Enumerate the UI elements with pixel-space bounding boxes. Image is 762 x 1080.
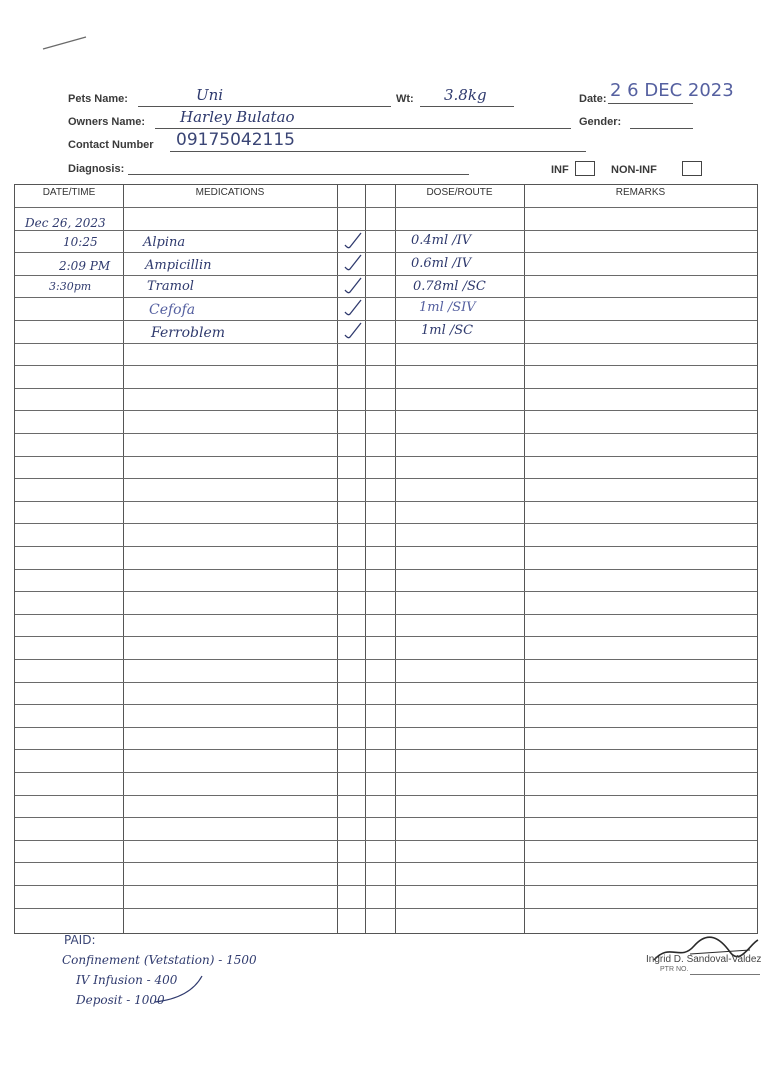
row-check-mark [341,298,367,318]
table-row-line [15,749,757,750]
paid-line-iv: IV Infusion - 400 [76,973,178,987]
row-dose: 1ml /SC [421,323,474,338]
table-row-line [15,523,757,524]
row-medication: Cefofa [149,302,196,318]
row-check-mark [341,231,367,251]
table-row-line [15,614,757,615]
table-row-line [15,501,757,502]
col-header-dose-route: DOSE/ROUTE [426,187,493,198]
table-row-line [15,230,757,231]
pets-name-value[interactable]: Uni [196,86,224,104]
date-line [608,103,693,104]
row-dose: 0.6ml /IV [411,256,472,271]
pen-stroke [150,972,210,1006]
table-row-line [15,433,757,434]
pets-name-label: Pets Name: [68,93,128,105]
row-check-mark [341,253,367,273]
table-row-line [15,569,757,570]
paid-line-confinement: Confinement (Vetstation) - 1500 [62,953,257,967]
table-row-line [15,365,757,366]
table-row-line [15,478,757,479]
table-row-line [15,772,757,773]
row-datetime: Dec 26, 2023 [25,216,106,230]
table-row-line [15,388,757,389]
row-dose: 1ml /SIV [419,300,476,315]
diagnosis-line [128,174,469,175]
inf-checkbox[interactable] [575,161,595,176]
row-check-mark [341,276,367,296]
row-check-mark [341,321,367,341]
table-row-line [15,343,757,344]
table-row-line [15,727,757,728]
owners-name-value[interactable]: Harley Bulatao [180,108,295,126]
contact-number-label: Contact Number [68,139,154,151]
gender-label: Gender: [579,116,622,128]
wt-value[interactable]: 3.8kg [444,86,487,104]
paid-label: PAID: [64,933,96,947]
table-row-line [15,795,757,796]
table-row-line [15,207,757,208]
row-medication: Alpina [143,235,186,250]
table-row-line [15,908,757,909]
gender-line [630,128,693,129]
col-header-remarks: REMARKS [615,187,666,198]
table-row-line [15,659,757,660]
pen-stroke [40,34,90,54]
row-medication: Tramol [147,279,194,294]
ptr-line [690,974,760,975]
table-row-line [15,297,757,298]
row-datetime: 2:09 PM [59,259,111,273]
table-row-line [15,682,757,683]
table-row-line [15,456,757,457]
table-row-line [15,885,757,886]
pets-name-line [138,106,391,107]
col-header-datetime: DATE/TIME [42,187,96,198]
non-inf-checkbox[interactable] [682,161,702,176]
owners-name-label: Owners Name: [68,116,146,128]
row-datetime: 3:30pm [49,280,92,293]
row-dose: 0.78ml /SC [413,279,486,294]
ptr-label: PTR NO. [660,966,689,973]
row-medication: Ferroblem [151,325,226,341]
row-medication: Ampicillin [145,258,212,273]
wt-label: Wt: [396,93,414,105]
date-label: Date: [579,93,607,105]
row-datetime: 10:25 [63,235,98,249]
wt-line [420,106,514,107]
table-row-line [15,546,757,547]
paid-line-deposit: Deposit - 1000 [76,993,165,1007]
table-row-line [15,840,757,841]
table-row-line [15,862,757,863]
vet-name: Ingrid D. Sandoval-Valdez [646,954,762,965]
vet-signature-block [620,930,760,980]
table-row-line [15,410,757,411]
inf-label: INF [551,164,569,176]
non-inf-label: NON-INF [611,164,657,176]
table-row-line [15,275,757,276]
medication-table [14,184,758,934]
contact-number-line [170,151,586,152]
contact-number-value[interactable]: 09175042115 [176,130,295,150]
table-row-line [15,704,757,705]
owners-name-line [155,128,571,129]
date-value[interactable]: 2 6 DEC 2023 [610,80,734,101]
row-dose: 0.4ml /IV [411,233,472,248]
table-row-line [15,591,757,592]
table-row-line [15,252,757,253]
diagnosis-label: Diagnosis: [68,163,125,175]
table-row-line [15,817,757,818]
col-header-medications: MEDICATIONS [195,187,265,198]
table-row-line [15,636,757,637]
table-row-line [15,320,757,321]
